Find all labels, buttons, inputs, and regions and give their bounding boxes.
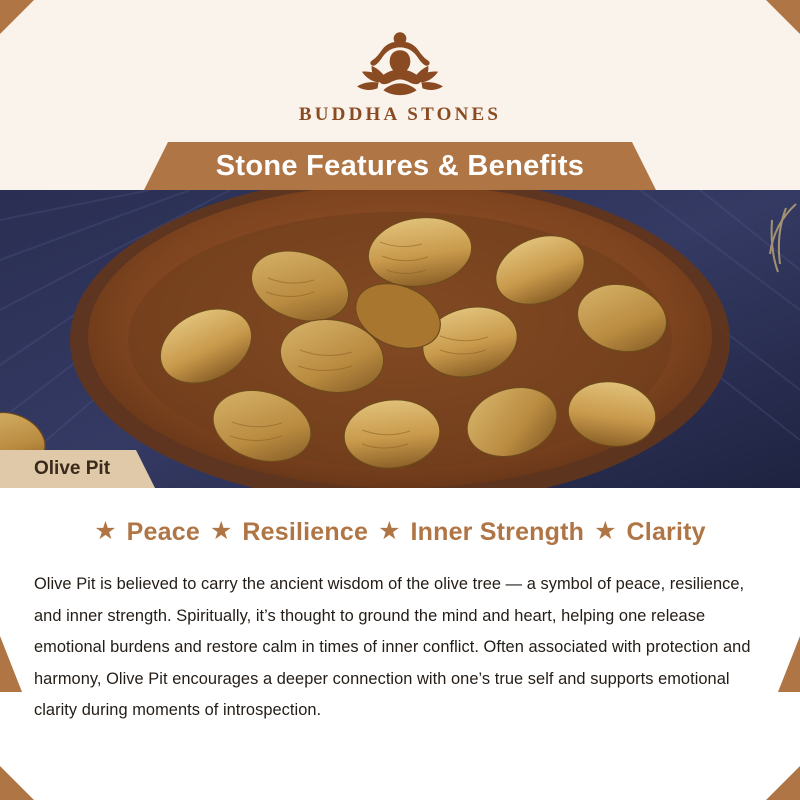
corner-decoration-top-left bbox=[0, 0, 34, 34]
keyword-inner-strength: Inner Strength bbox=[410, 518, 585, 546]
star-icon: ★ bbox=[378, 517, 401, 545]
star-icon: ★ bbox=[209, 517, 233, 545]
product-photo bbox=[0, 190, 800, 488]
olive-pits-bowl-image bbox=[0, 190, 800, 488]
keyword-clarity: Clarity bbox=[626, 518, 706, 546]
benefits-section bbox=[0, 488, 800, 800]
side-decoration-left bbox=[0, 636, 22, 692]
brand-logo bbox=[0, 0, 800, 126]
keyword-list bbox=[34, 518, 766, 547]
side-decoration-right bbox=[778, 636, 800, 692]
page-title: Stone Features & Benefits bbox=[215, 149, 585, 182]
header-section bbox=[0, 0, 800, 190]
corner-decoration-bottom-right bbox=[766, 766, 800, 800]
star-icon: ★ bbox=[594, 517, 617, 545]
description-text: Olive Pit is believed to carry the ancient wisdom of the olive tree — a symbol of peace, resilience, and inner strength. Spiritually, it’s thought to ground the mind and heart, helping one release emotional burdens and restore calm in times of inner conflict. Often associated with protection and harmony, Olive Pit encourages a deeper connection with one’s true self and supports emotional clarity during moments of introspection. bbox=[34, 575, 751, 719]
corner-decoration-bottom-left bbox=[0, 766, 34, 800]
keyword-peace: Peace bbox=[126, 518, 200, 546]
corner-decoration-top-right bbox=[766, 0, 800, 34]
star-icon: ★ bbox=[94, 517, 117, 545]
section-title-banner bbox=[168, 142, 632, 190]
lotus-meditation-figure-icon bbox=[341, 22, 459, 100]
keyword-resilience: Resilience bbox=[242, 518, 369, 546]
stone-name-chip bbox=[0, 450, 136, 488]
brand-name: BUDDHA STONES bbox=[298, 104, 502, 125]
stone-name: Olive Pit bbox=[34, 458, 111, 479]
